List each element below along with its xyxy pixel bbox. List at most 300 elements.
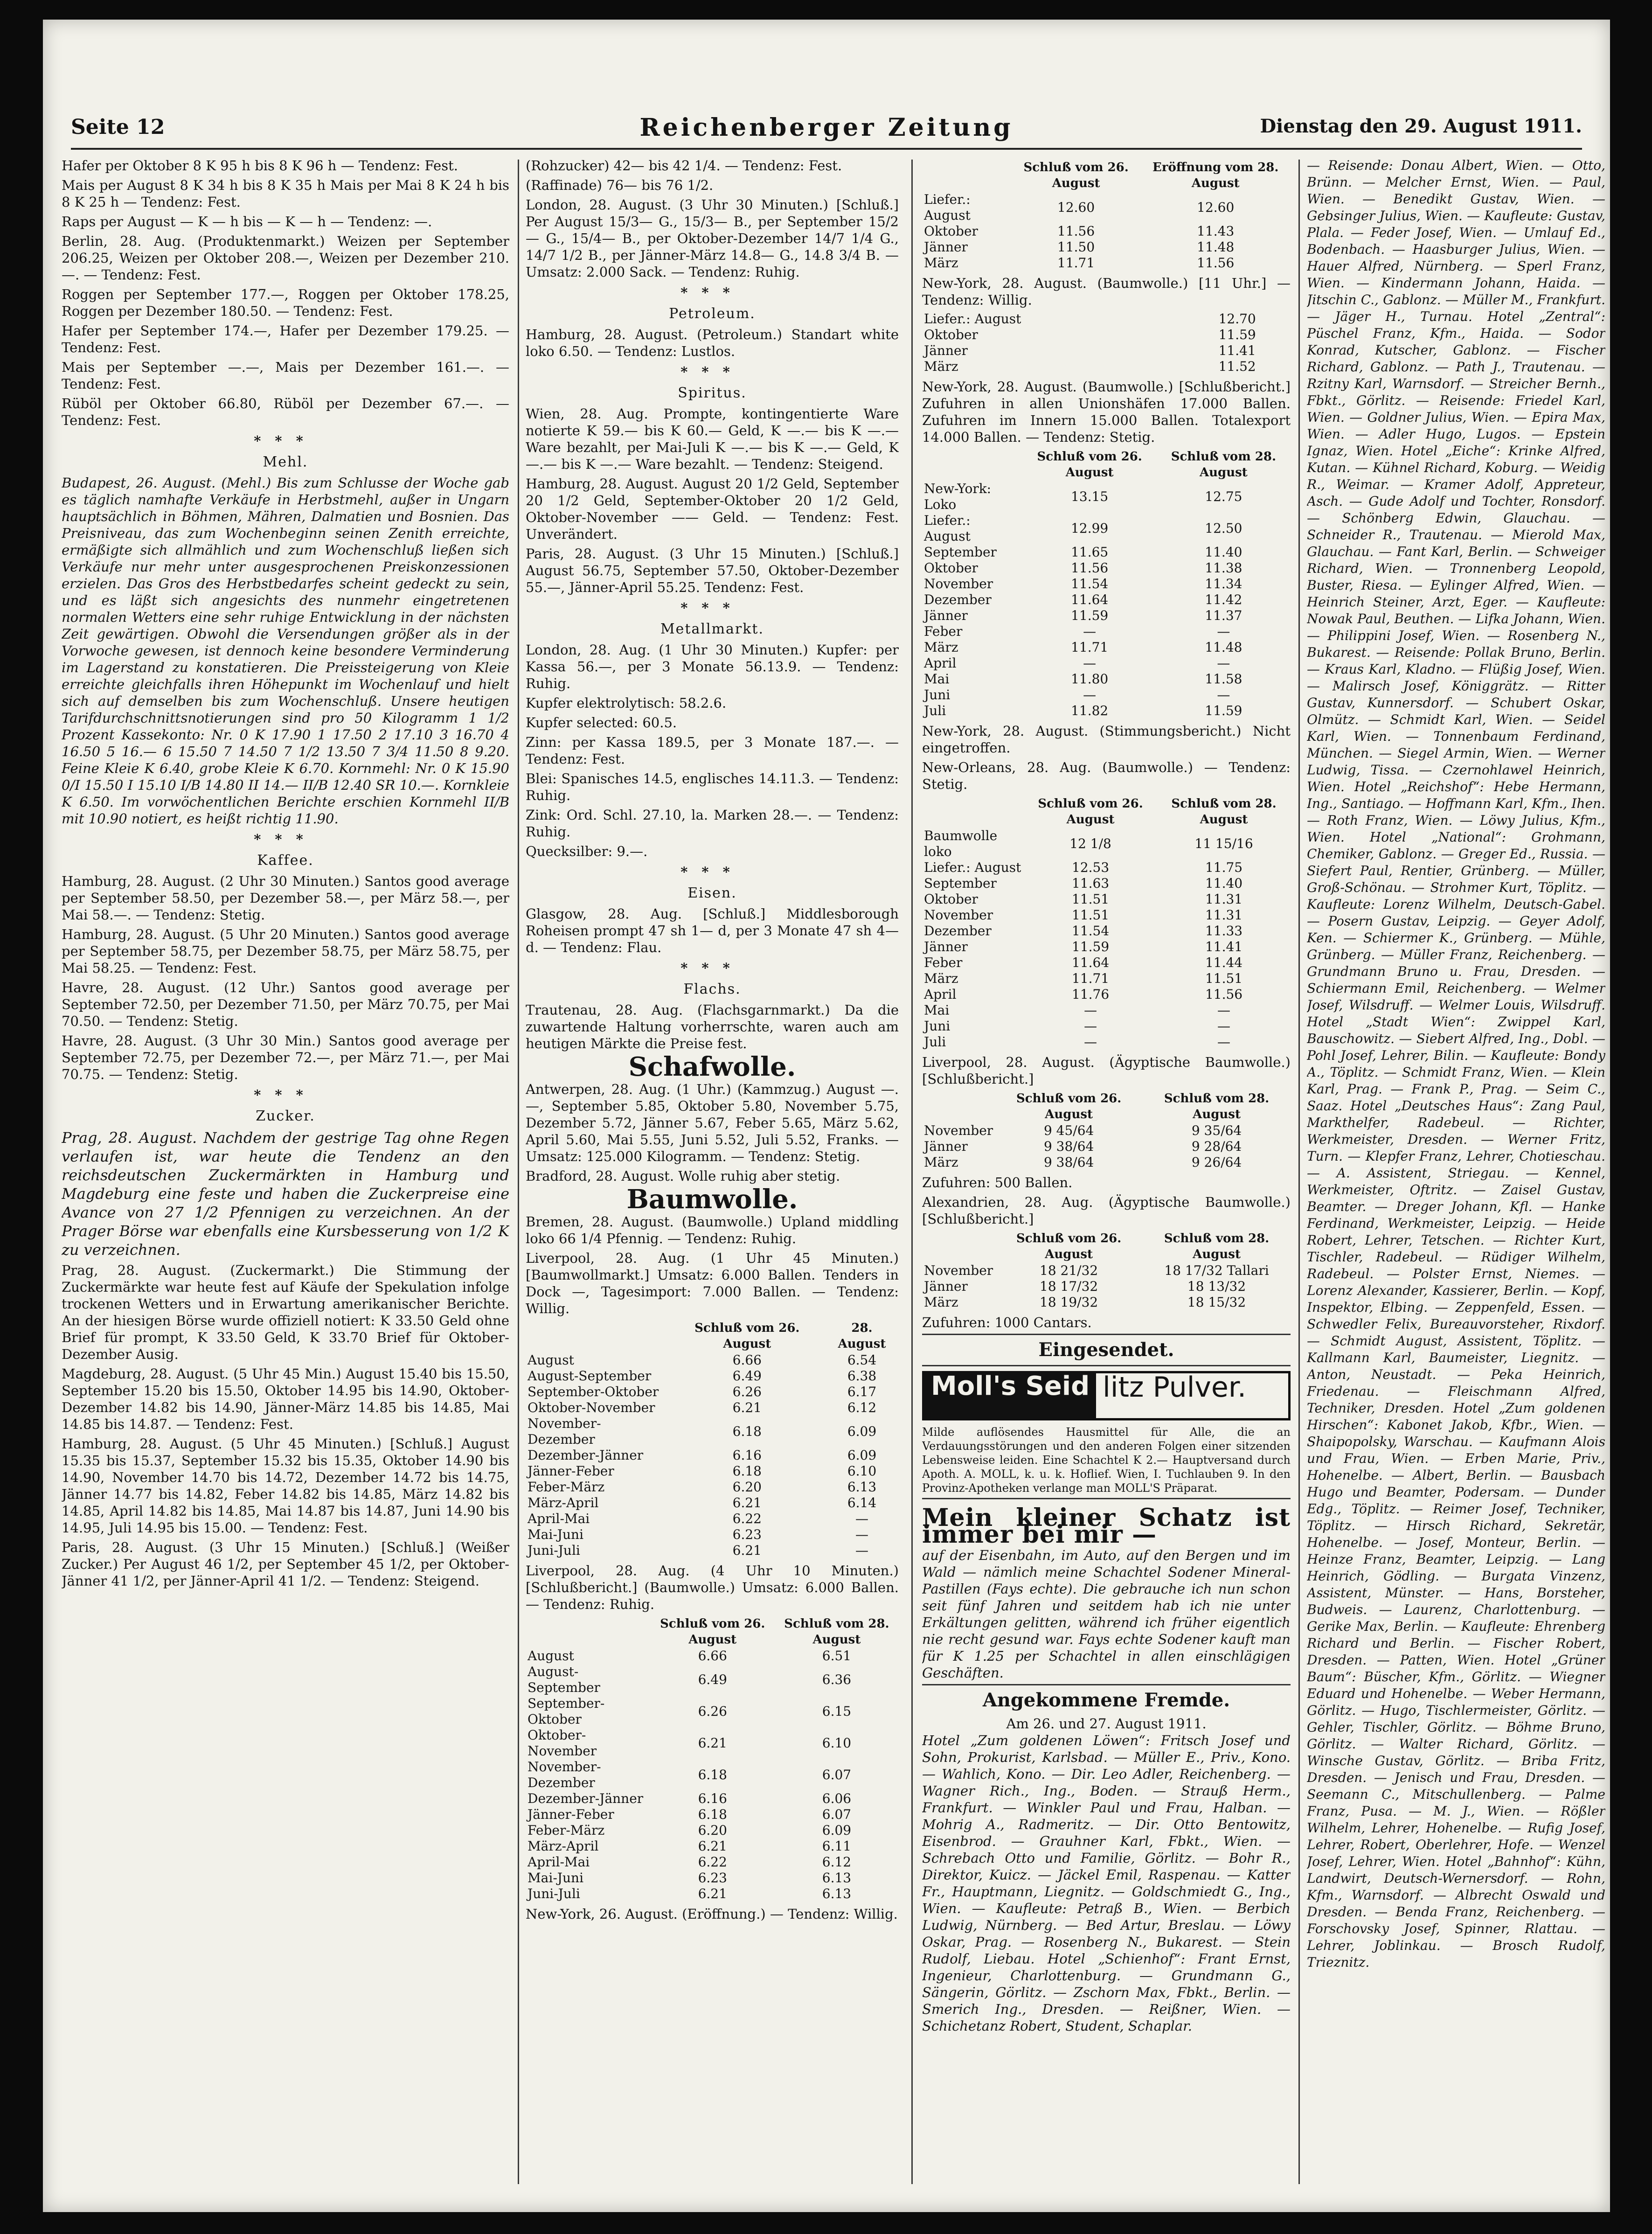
table-cell: 6.36 <box>822 1672 852 1687</box>
iron-quote: Glasgow, 28. Aug. [Schluß.] Middlesborough Roheisen prompt 47 sh 1— d, per 3 Monate 47 sh 4— d. — Tendenz: Flau. <box>526 906 899 955</box>
table-row <box>526 1479 899 1495</box>
table-cell: Oktober <box>924 560 978 576</box>
table-cell: 6.16 <box>698 1791 727 1806</box>
table-cell: 11 15/16 <box>1194 836 1253 851</box>
table-cell: August-September <box>528 1368 652 1384</box>
coffee-quote: Havre, 28. August. (3 Uhr 30 Min.) Santos good average per September 72.75, per Dezember 72.—, per März 71.—, per Mai 70.75. — Tendenz: Stetig. <box>62 1033 509 1082</box>
table-cell: 11.54 <box>1072 923 1110 939</box>
table-row <box>922 513 1291 544</box>
table-cell: 6.13 <box>822 1886 852 1901</box>
table-cell: — <box>1217 624 1230 639</box>
column-header <box>922 1230 995 1263</box>
table-row <box>922 939 1291 955</box>
guest-list: Hotel „Zum goldenen Löwen“: Fritsch Josef und Sohn, Prokurist, Karlsbad. — Müller E., Priv., Kono. — Wahlich, Kono. — Dir. Leo Adler, Reichenberg. — Wagner Rich., Ing., Boden. — Strauß Herm., Frankfurt. — Winkler Paul und Frau, Halban. — Mohrig A., Radmeritz. — Dir. Otto Bentowitz, Eisenbrod. — Grauhner Karl, Fbkt., Wien. — Schrebach Otto und Familie, Görlitz. — Bohr R., Direktor, Kuicz. — Jäckel Emil, Raspenau. — Katter Fr., Hauptmann, Liegnitz. — Goldschmiedt G., Ing., Wien. — Kaufleute: Petraß B., Wien. — Berbich Ludwig, Nürnberg. — Bed Artur, Breslau. — Löwy Oskar, Prag. — Rosenberg N., Bukarest. — Stein Rudolf, Liebau. Hotel „Schienhof“: Frant Ernst, Ingenieur, Charlottenburg. — Grundmann G., Sängerin, Görlitz. — Zschorn Max, Fbkt., Berlin. — Smerich Ing., Dresden. — Reißner, Wien. — Schichetanz Robert, Student, Schaplar. <box>922 1733 1291 2034</box>
ad-brand: Moll's Seid <box>924 1373 1096 1418</box>
section-heading-large: Schafwolle. <box>628 1051 796 1082</box>
column-header <box>922 159 1012 192</box>
table-row <box>526 1791 899 1807</box>
cotton-quote: New-York, 26. August. (Eröffnung.) — Tendenz: Willig. <box>526 1906 898 1922</box>
cotton-quote: New-Orleans, 28. Aug. (Baumwolle.) — Tendenz: Stetig. <box>922 759 1291 792</box>
ad-text: auf der Eisenbahn, im Auto, auf den Bergen und im Wald — nämlich meine Schachtel Sodener Mineral-Pastillen (Fays echte). Die gebrauche ich nun schon seit fünf Jahren und seitdem hab ich nie unter Erkältungen gelitten, während ich früher eigentlich nie recht gesund war. Fays echte Sodener kauft man für K 1.25 per Schachtel in allen einschlägigen Geschäften. <box>922 1547 1291 1681</box>
article-text: Prag, 28. August. Nachdem der gestrige Tag ohne Regen verlaufen ist, war heute die Tendenz an den reichsdeutschen Zuckermärkten in Hamburg und Magdeburg eine feste und haben die Zuckerpreise eine Avance von 27 1/2 Pfennigen zu verzeichnen. An der Prager Börse war ebenfalls eine Kursbesserung von 1/2 K zu verzeichnen. <box>62 1129 509 1259</box>
table-cell: Liefer.: August <box>924 311 1021 327</box>
section-heading: Petroleum. <box>669 306 756 322</box>
table-cell: 11.38 <box>1205 560 1242 576</box>
cotton-quote: Liverpool, 28. Aug. (1 Uhr 45 Minuten.) [Baumwollmarkt.] Umsatz: 6.000 Ballen. Tenders in Dock —, Tagesimport: 7.000 Ballen. — Tendenz: Willig. <box>526 1250 899 1316</box>
table-cell: 6.23 <box>732 1527 762 1542</box>
table-header-row <box>922 795 1291 828</box>
table-cell: 6.11 <box>822 1838 852 1854</box>
table-cell: Juni <box>924 1018 951 1034</box>
sugar-quote: Prag, 28. August. (Zuckermarkt.) Die Stimmung der Zuckermärkte war heute fest auf Käufe der Spekulation infolge trockenen Wetters und in Erwartung amerikanischer Berichte. An der hiesigen Börse wurde offiziell notiert: K 33.50 Geld ohne Brief für prompt, K 33.50 Geld, K 33.70 Brief für Oktober-Dezember Ausig. <box>62 1262 509 1362</box>
table-row <box>922 592 1291 608</box>
table-cell: Mai <box>924 1002 950 1018</box>
spirit-quote: Hamburg, 28. August. August 20 1/2 Geld, September 20 1/2 Geld, September-Oktober 20 1/2 Geld, Oktober-November —— Geld. — Tendenz: Fest. Unverändert. <box>526 476 899 542</box>
column-header: Schluß vom 26. August <box>1038 797 1143 827</box>
table-cell: 6.49 <box>698 1672 727 1687</box>
table-cell: 12.99 <box>1071 521 1109 536</box>
table-cell: 6.26 <box>698 1704 727 1719</box>
table-cell: 6.18 <box>732 1424 762 1439</box>
table-cell: August <box>528 1648 574 1663</box>
table-row <box>526 1495 899 1511</box>
table-cell: November <box>924 907 993 923</box>
section-heading: Angekommene Fremde. <box>982 1689 1230 1711</box>
column-3 <box>922 157 1291 2193</box>
table-cell: 18 13/32 <box>1187 1279 1246 1294</box>
table-cell: November <box>924 1123 993 1138</box>
table-row <box>922 891 1291 907</box>
page-header <box>71 111 1582 150</box>
section-heading: Zucker. <box>256 1108 315 1124</box>
table-cell: 9 26/64 <box>1191 1155 1242 1170</box>
column-header <box>922 1090 995 1123</box>
table-cell: 11.71 <box>1071 640 1109 655</box>
column-header: Schluß vom 28. August <box>1164 1092 1270 1121</box>
table-cell: 6.22 <box>698 1854 727 1870</box>
grain-quote: Mais per August 8 K 34 h bis 8 K 35 h Mais per Mai 8 K 24 h bis 8 K 25 h — Tendenz: Fest. <box>62 177 509 210</box>
column-header <box>922 795 1024 828</box>
table-cell: — <box>1083 687 1097 703</box>
metal-quote: Kupfer elektrolytisch: 58.2.6. <box>526 695 727 711</box>
column-header <box>526 1320 669 1352</box>
table-cell: 6.12 <box>822 1854 852 1870</box>
table-cell: 6.20 <box>698 1823 727 1838</box>
table-cell: 11.41 <box>1218 343 1256 358</box>
table-row <box>526 1886 899 1902</box>
sugar-quote: Magdeburg, 28. August. (5 Uhr 45 Min.) August 15.40 bis 15.50, September 15.20 bis 15.50, Oktober 14.95 bis 14.90, Oktober-Dezember 14.82 bis 14.90, Jänner-März 14.85 bis 14.85, Mai 14.85 bis 14.87. — Tendenz: Fest. <box>62 1366 509 1432</box>
table-row <box>922 560 1291 576</box>
table-cell: — <box>1217 1034 1231 1050</box>
table-header-row <box>922 1090 1291 1123</box>
wool-quote: Antwerpen, 28. Aug. (1 Uhr.) (Kammzug.) August —.—, September 5.85, Oktober 5.80, November 5.75, Dezember 5.72, Jänner 5.67, Feber 5.65, März 5.62, April 5.60, Mai 5.55, Juni 5.52, Juli 5.52, Franks. — Umsatz: 125.000 Kilogramm. — Tendenz: Stetig. <box>526 1081 899 1164</box>
table-header-row <box>526 1320 899 1352</box>
table-cell: 6.21 <box>732 1400 762 1415</box>
section-separator: *** <box>254 433 317 449</box>
table-cell: 6.21 <box>732 1495 762 1510</box>
table-cell: 9 38/64 <box>1043 1155 1094 1170</box>
grain-quote: Mais per September —.—, Mais per Dezember 161.—. — Tendenz: Fest. <box>62 359 509 392</box>
table-cell: November-Dezember <box>528 1759 601 1790</box>
table-cell: New-York: Loko <box>924 481 992 512</box>
table-cell: 6.18 <box>698 1807 727 1822</box>
column-rule <box>1298 160 1300 2184</box>
table-cell: 11.71 <box>1057 255 1095 271</box>
table-cell: 11.43 <box>1197 223 1235 239</box>
table-cell: 11.33 <box>1205 923 1243 939</box>
grain-quote: Hafer per September 174.—, Hafer per Dezember 179.25. — Tendenz: Fest. <box>62 323 509 355</box>
table-cell: 18 15/32 <box>1187 1294 1246 1310</box>
quote-table <box>922 311 1291 375</box>
table-cell: Juni-Juli <box>528 1543 580 1558</box>
table-cell: April-Mai <box>528 1511 590 1526</box>
metal-quote: Kupfer selected: 60.5. <box>526 715 677 731</box>
table-row <box>922 192 1291 223</box>
table-cell: 9 35/64 <box>1191 1123 1242 1138</box>
metal-quote: Blei: Spanisches 14.5, englisches 14.11.3. — Tendenz: Ruhig. <box>526 771 899 803</box>
table-cell: Feber <box>924 624 963 639</box>
table-cell: 6.09 <box>847 1448 877 1463</box>
table-cell: 18 21/32 <box>1040 1263 1098 1278</box>
cotton-quote: New-York, 28. August. (Baumwolle.) [Schlußbericht.] Zufuhren in allen Unionshäfen 17.000 Ballen. Zufuhren im Innern 15.000 Ballen. Totalexport 14.000 Ballen. — Tendenz: Stetig. <box>922 379 1291 445</box>
table-row <box>922 624 1291 640</box>
table-cell: Dezember-Jänner <box>528 1791 644 1806</box>
table-cell: Juni-Juli <box>528 1886 580 1901</box>
table-cell: 6.17 <box>847 1384 877 1399</box>
table-cell: 6.22 <box>732 1511 762 1526</box>
table-cell: April <box>924 987 957 1002</box>
table-cell: November <box>924 576 993 592</box>
table-cell: — <box>855 1511 868 1526</box>
cotton-quote: Liverpool, 28. August. (Ägyptische Baumwolle.) [Schlußbericht.] <box>922 1054 1291 1087</box>
ad-text: Milde auflösendes Hausmittel für Alle, die an Verdauungsstörungen und den anderen Folgen einer sitzenden Lebensweise leiden. Eine Schachtel K 2.— Hauptversand durch Apoth. A. MOLL, k. u. k. Hoflief. Wien, I. Tuchlauben 9. In den Provinz-Apotheken verlange man MOLL'S Präparat. <box>922 1426 1291 1495</box>
table-cell: 6.18 <box>698 1767 727 1782</box>
table-cell: 6.21 <box>698 1735 727 1751</box>
table-row <box>922 1123 1291 1139</box>
table-row <box>526 1854 899 1870</box>
table-cell: Juli <box>924 1034 946 1050</box>
column-2 <box>526 157 899 2193</box>
table-cell: 6.54 <box>847 1352 877 1368</box>
table-cell: 11.56 <box>1197 255 1235 271</box>
table-cell: 6.21 <box>698 1886 727 1901</box>
page-number: Seite 12 <box>71 115 165 139</box>
table-cell: 12 1/8 <box>1069 836 1111 851</box>
table-cell: 9 38/64 <box>1043 1139 1094 1154</box>
quote-table <box>922 795 1291 1050</box>
table-row <box>922 828 1291 860</box>
cotton-quote: New-York, 28. August. (Stimmungsbericht.) Nicht eingetroffen. <box>922 723 1291 756</box>
table-cell: 6.16 <box>732 1448 762 1463</box>
table-cell: 11.42 <box>1205 592 1242 607</box>
column-header: Eröffnung vom 28. August <box>1152 160 1279 190</box>
table-cell: Mai-Juni <box>528 1870 584 1886</box>
table-cell: März <box>924 255 958 271</box>
table-cell: — <box>1084 1002 1097 1018</box>
table-cell: 11.59 <box>1072 939 1110 954</box>
table-row <box>922 1263 1291 1279</box>
table-cell: März-April <box>528 1838 599 1854</box>
table-cell: 11.31 <box>1205 891 1243 907</box>
table-cell: 11.51 <box>1072 907 1110 923</box>
table-cell: — <box>855 1527 868 1542</box>
table-cell: 11.75 <box>1205 860 1243 875</box>
table-cell: 6.10 <box>847 1463 877 1479</box>
table-cell: — <box>1217 655 1230 671</box>
section-separator: *** <box>680 600 744 616</box>
grain-quote: Raps per August — K — h bis — K — h — Tendenz: —. <box>62 214 432 230</box>
table-cell: 11.52 <box>1218 359 1256 374</box>
coffee-quote: Hamburg, 28. August. (2 Uhr 30 Minuten.) Santos good average per September 58.50, per Dezember 58.—, per März 58.—, per Mai 58.—. — Tendenz: Stetig. <box>62 873 509 923</box>
table-row <box>922 955 1291 971</box>
table-cell: Dezember <box>924 592 992 607</box>
table-row <box>922 640 1291 655</box>
divider <box>922 1498 1291 1499</box>
table-cell: August-September <box>528 1664 600 1695</box>
table-cell: 11.56 <box>1071 560 1109 576</box>
table-row <box>922 907 1291 923</box>
table-cell: 9 45/64 <box>1043 1123 1094 1138</box>
table-cell: 6.15 <box>822 1704 852 1719</box>
section-heading: Metallmarkt. <box>660 621 764 637</box>
table-row <box>526 1448 899 1463</box>
table-row <box>922 687 1291 703</box>
flax-quote: Trautenau, 28. Aug. (Flachsgarnmarkt.) Da die zuwartende Haltung vorherrschte, waren auch am heutigen Märkte die Preise fest. <box>526 1002 899 1051</box>
column-header: Schluß vom 28. August <box>784 1617 889 1647</box>
guest-list: — Reisende: Donau Albert, Wien. — Otto, Brünn. — Melcher Ernst, Wien. — Paul, Wien. — Benedikt Gustav, Wien. — Gebsinger Julius, Wien. — Kaufleute: Gustav, Plala. — Feder Josef, Wien. — Umlauf Ed., Bodenbach. — Haasburger Julius, Wien. — Hauer Alfred, Nürnberg. — Sperl Franz, Wien. — Kindermann Johann, Haida. — Jitschin C., Gablonz. — Müller M., Frankfurt. — Jäger H., Turnau. Hotel „Zentral“: Püschel Franz, Kfm., Haida. — Sodor Konrad, Kutscher, Gablonz. — Fischer Richard, Gablonz. — Path J., Trautenau. — Rzitny Karl, Warnsdorf. — Streicher Bernh., Fbkt., Görlitz. — Reisende: Friedel Karl, Wien. — Goldner Julius, Wien. — Epira Max, Wien. — Adler Hugo, Lugos. — Epstein Ignaz, Wien. Hotel „Eiche“: Krinke Alfred, Kutan. — Kühnel Richard, Koburg. — Weidig R., Weimar. — Kramer Adolf, Appreteur, Asch. — Gude Adolf und Tochter, Ronsdorf. — Schönberg Edwin, Glauchau. — Schneider R., Trautenau. — Mierold Max, Glauchau. — Fant Karl, Berlin. — Schweiger Richard, Wien. — Tronnenberg Leopold, Buster, Riesa. — Eylinger Alfred, Wien. — Heinrich Steiner, Arzt, Eger. — Kaufleute: Nowak Paul, Beuthen. — Lifka Johann, Wien. — Philippini Josef, Wien. — Rosenberg N., Bukarest. — Reisende: Pollak Bruno, Berlin. — Kraus Karl, Kladno. — Flüßig Josef, Wien. — Malirsch Josef, Königgrätz. — Ritter Gustav, Kunnersdorf. — Schubert Oskar, Olmütz. — Schmidt Karl, Wien. — Seidel Karl, Wien. — Tonnenbaum Ferdinand, München. — Siegel Armin, Wien. — Werner Ludwig, Tissa. — Czernohlawel Heinrich, Wien. Hotel „Reichshof“: Hebe Hermann, Ing., Santiago. — Hoffmann Karl, Kfm., Ihen. — Roth Franz, Wien. — Löwy Julius, Kfm., Wien. Hotel „National“: Grohmann, Chemiker, Gablonz. — Greger Ed., Russia. — Siefert Paul, Rentier, Grünberg. — Müller, Groß-Schönau. — Strohmer Kurt, Töplitz. — Kaufleute: Lorenz Wilhelm, Deutsch-Gabel. — Posern Gustav, Leipzig. — Geyer Adolf, Ken. — Schiermer K., Grünberg. — Mühle, Grünberg. — Müller Franz, Reichenberg. — Grundmann Bruno u. Frau, Dresden. — Schiermann Emil, Reichenberg. — Welmer Josef, Wilsdruff. — Welmer Louis, Wilsdruff. Hotel „Stadt Wien“: Zwippel Karl, Bauschowitz. — Siebert Alfred, Ing., Dobl. — Pohl Josef, Lehrer, Bilin. — Kaufleute: Bondy A., Töplitz. — Schmidt Franz, Wien. — Klein Karl, Prag. — Frank P., Prag. — Seim C., Saaz. Hotel „Deutsches Haus“: Zang Paul, Markthelfer, Radebeul. — Richter, Werkmeister, Dresden. — Werner Fritz, Turn. — Klepfer Franz, Lehrer, Chotieschau. — A. Assistent, Striegau. — Kennel, Werkmeister, Oftritz. — Zaisel Gustav, Beamter. — Dreger Johann, Kfl. — Hanke Ferdinand, Werkmeister, Leipzig. — Heide Robert, Lehrer, Tetschen. — Richter Kurt, Tischler, Radebeul. — Rüdiger Wilhelm, Radebeul. — Polster Ernst, Niemes. — Lorenz Alexander, Kassierer, Berlin. — Kopf, Inspektor, Elbing. — Zeppenfeld, Essen. — Schwedler Felix, Bureauvorsteher, Rixdorf. — Schmidt August, Assistent, Töplitz. — Kallmann Karl, Baumeister, Liegnitz. — Anton, Neustadt. — Peka Heinrich, Friedenau. — Fleischmann Alfred, Techniker, Dresden. Hotel „Zum goldenen Hirschen“: Kabonet Jakob, Kfbr., Wien. — Shaipopolsky, Warschau. — Kaufmann Alois und Frau, Wien. — Erben Marie, Priv., Hohenelbe. — Albert, Berlin. — Bausbach Hugo und Beamter, Podersam. — Dunder Edg., Töplitz. — Reimer Josef, Techniker, Töplitz. — Hirsch Richard, Sekretär, Hohenelbe. — Josef, Monteur, Berlin. — Heinze Franz, Beamter, Leipzig. — Lang Heinrich, Gödling. — Burgata Vinzenz, Assistent, Münster. — Hans, Borsteher, Budweis. — Laurenz, Charlottenburg. — Gerike Max, Berlin. — Kaufleute: Ehrenberg Richard und Berlin. — Fischer Robert, Dresden. — Patten, Wien. Hotel „Grüner Baum“: Büscher, Kfm., Görlitz. — Wiegner Eduard und Hohenelbe. — Weber Hermann, Görlitz. — Hugo, Tischlermeister, Görlitz. — Gehler, Tischler, Görlitz. — Böhme Bruno, Görlitz. — Walter Richard, Görlitz. — Winsche Gustav, Görlitz. — Briba Fritz, Dresden. — Jenisch und Frau, Dresden. — Seemann C., Mitschullenberg. — Palme Franz, Pusa. — M. J., Wien. — Rößler Wilhelm, Lehrer, Hohenelbe. — Rufig Josef, Lehrer, Robert, Oberlehrer, Hofe. — Wenzel Josef, Lehrer, Wien. Hotel „Bahnhof“: Kühn, Landwirt, Deutsch-Wernersdorf. — Rohn, Kfm., Warnsdorf. — Albrecht Oswald und Dresden. — Benda Franz, Reichenberg. — Forschovsky Josef, Spinner, Rlattau. — Lehrer, Joblinkau. — Brosch Rudolf, Trieznitz. <box>1307 158 1605 1970</box>
table-cell: 12.75 <box>1205 489 1242 504</box>
table-cell: 6.10 <box>822 1735 852 1751</box>
table-cell: 11.63 <box>1072 876 1110 891</box>
quote-table <box>922 448 1291 719</box>
section-separator: *** <box>254 831 317 847</box>
table-row <box>526 1838 899 1854</box>
column-4 <box>1307 157 1605 2193</box>
table-cell: — <box>1217 687 1230 703</box>
table-cell: August <box>528 1352 574 1368</box>
table-cell: 6.66 <box>732 1352 762 1368</box>
table-cell: 6.21 <box>698 1838 727 1854</box>
table-cell: — <box>1083 624 1097 639</box>
table-cell: 6.18 <box>732 1463 762 1479</box>
table-row <box>922 860 1291 876</box>
column-rule <box>518 160 519 2184</box>
quote-table <box>526 1320 899 1559</box>
table-header-row <box>526 1615 899 1648</box>
table-cell: 11.76 <box>1072 987 1110 1002</box>
table-cell: 11.41 <box>1205 939 1243 954</box>
table-row <box>922 327 1291 343</box>
divider <box>922 1365 1291 1366</box>
ad-headline: Mein kleiner Schatz ist immer bei mir — <box>922 1503 1291 1549</box>
cotton-quote: Alexandrien, 28. Aug. (Ägyptische Baumwolle.) [Schlußbericht.] <box>922 1194 1291 1227</box>
table-cell: Jänner-Feber <box>528 1807 614 1822</box>
cotton-quote: New-York, 28. August. (Baumwolle.) [11 Uhr.] — Tendenz: Willig. <box>922 275 1291 308</box>
table-cell: Jänner <box>924 939 968 954</box>
table-row <box>526 1823 899 1838</box>
table-cell: September <box>924 876 997 891</box>
column-header <box>922 448 1023 481</box>
table-row <box>922 343 1291 359</box>
table-cell: 6.13 <box>847 1479 877 1495</box>
table-cell: 9 28/64 <box>1191 1139 1242 1154</box>
table-row <box>526 1664 899 1696</box>
table-row <box>922 255 1291 271</box>
table-cell: Feber-März <box>528 1479 605 1495</box>
table-cell: Jänner <box>924 1139 968 1154</box>
table-row <box>526 1759 899 1791</box>
table-cell: November <box>924 1263 993 1278</box>
table-cell: März <box>924 1294 958 1310</box>
table-cell: Jänner-Feber <box>528 1463 614 1479</box>
petroleum-quote: Hamburg, 28. August. (Petroleum.) Standart white loko 6.50. — Tendenz: Lustlos. <box>526 327 899 359</box>
column-header: Schluß vom 28. August <box>1171 797 1277 827</box>
table-row <box>526 1400 899 1416</box>
table-cell: 6.13 <box>822 1870 852 1886</box>
table-cell: Jänner <box>924 343 968 358</box>
table-cell: 12.70 <box>1218 311 1256 327</box>
table-row <box>922 311 1291 327</box>
sugar-quote: (Raffinade) 76— bis 76 1/2. <box>526 177 714 193</box>
column-header: Schluß vom 26. August <box>1016 1232 1122 1261</box>
table-row <box>922 1294 1291 1310</box>
table-row <box>526 1511 899 1527</box>
table-cell: 11.44 <box>1205 955 1243 970</box>
table-row <box>922 1139 1291 1155</box>
table-cell: — <box>1217 1002 1231 1018</box>
table-cell: 11.40 <box>1205 876 1243 891</box>
grain-quote: Berlin, 28. Aug. (Produktenmarkt.) Weizen per September 206.25, Weizen per Oktober 208.—, Weizen per Dezember 210.—. — Tendenz: Fest. <box>62 233 509 283</box>
ad-product: litz Pulver. <box>1103 1371 1247 1404</box>
table-cell: 11.71 <box>1072 971 1110 986</box>
table-cell: April <box>924 655 957 671</box>
table-cell: Juni <box>924 687 951 703</box>
quote-table <box>922 1230 1291 1310</box>
table-row <box>922 359 1291 375</box>
table-cell: 11.65 <box>1071 544 1109 560</box>
table-cell: 6.38 <box>847 1368 877 1384</box>
table-cell: Oktober-November <box>528 1727 597 1759</box>
column-header: Schluß vom 26. August <box>1023 160 1129 190</box>
table-cell: Jänner <box>924 239 968 255</box>
section-heading: Eingesendet. <box>1038 1339 1174 1361</box>
newspaper-page <box>43 20 1610 2212</box>
table-cell: September-Oktober <box>528 1384 659 1399</box>
column-header: Schluß vom 26. August <box>694 1321 800 1351</box>
table-cell: Dezember-Jänner <box>528 1448 644 1463</box>
table-cell: 6.09 <box>847 1424 877 1439</box>
table-row <box>526 1648 899 1664</box>
section-heading: Spiritus. <box>678 385 747 401</box>
table-cell: November-Dezember <box>528 1416 601 1447</box>
column-header: Schluß vom 28. August <box>1164 1232 1270 1261</box>
table-cell: Jänner <box>924 608 968 623</box>
table-cell: — <box>1084 1034 1097 1050</box>
table-cell: 18 17/32 Tallari <box>1164 1263 1269 1278</box>
table-row <box>922 1034 1291 1050</box>
table-row <box>922 576 1291 592</box>
table-cell: 11.82 <box>1071 703 1109 718</box>
table-cell: 11.56 <box>1057 223 1095 239</box>
table-row <box>922 655 1291 671</box>
table-cell: September <box>924 544 997 560</box>
table-cell: Oktober <box>924 327 978 342</box>
table-row <box>922 923 1291 939</box>
table-cell: 11.58 <box>1205 671 1242 687</box>
table-row <box>526 1352 899 1368</box>
table-cell: 6.49 <box>732 1368 762 1384</box>
table-cell: 6.26 <box>732 1384 762 1399</box>
cotton-quote: Bremen, 28. August. (Baumwolle.) Upland middling loko 66 1/4 Pfennig. — Tendenz: Ruhig. <box>526 1214 899 1246</box>
table-cell: Mai <box>924 671 950 687</box>
section-separator: *** <box>680 364 744 380</box>
section-separator: *** <box>680 960 744 976</box>
table-row <box>526 1463 899 1479</box>
table-header-row <box>922 448 1291 481</box>
table-cell: 11.54 <box>1071 576 1109 592</box>
table-cell: Feber-März <box>528 1823 605 1838</box>
table-cell: 6.20 <box>732 1479 762 1495</box>
table-row <box>922 971 1291 987</box>
column-rule <box>911 160 913 2184</box>
table-row <box>922 703 1291 719</box>
table-cell: 6.21 <box>732 1543 762 1558</box>
table-cell: 12.60 <box>1197 200 1235 215</box>
table-cell: Oktober <box>924 223 978 239</box>
cotton-quote: Zufuhren: 1000 Cantars. <box>922 1315 1092 1330</box>
table-cell: 6.51 <box>822 1648 852 1663</box>
section-separator: *** <box>254 1087 317 1103</box>
table-cell: 11.40 <box>1205 544 1242 560</box>
divider <box>922 1684 1291 1685</box>
table-cell: März-April <box>528 1495 599 1510</box>
table-cell: März <box>924 640 958 655</box>
table-row <box>922 1002 1291 1018</box>
table-row <box>526 1696 899 1727</box>
section-heading: Flachs. <box>683 981 741 997</box>
table-cell: 6.07 <box>822 1807 852 1822</box>
table-cell: September-Oktober <box>528 1696 605 1727</box>
metal-quote: Zink: Ord. Schl. 27.10, la. Marken 28.—. — Tendenz: Ruhig. <box>526 807 899 840</box>
table-cell: — <box>1084 1018 1097 1034</box>
sugar-quote: London, 28. August. (3 Uhr 30 Minuten.) [Schluß.] Per August 15/3— G., 15/3— B., per September 15/2— G., 15/4— B., per Oktober-Dezember 14/7 1/4 G., 14/7 1/2 B., per Jänner-März 14.8— G., 14.8 3/4 B. — Umsatz: 2.000 Sack. — Tendenz: Ruhig. <box>526 197 899 280</box>
table-cell: — <box>1083 655 1097 671</box>
sugar-quote: Paris, 28. August. (3 Uhr 15 Minuten.) [Schluß.] (Weißer Zucker.) Per August 46 1/2, per September 45 1/2, per Oktober-Jänner 41 1/2, per Jänner-April 41 1/2. — Tendenz: Steigend. <box>62 1539 509 1589</box>
sugar-quote: Hamburg, 28. August. (5 Uhr 45 Minuten.) [Schluß.] August 15.35 bis 15.37, September 15.32 bis 15.35, Oktober 14.90 bis 14.90, November 14.70 bis 14.72, Dezember 14.72 bis 14.75, Jänner 14.77 bis 14.82, Feber 14.82 bis 14.85, März 14.82 bis 14.85, April 14.82 bis 14.85, Mai 14.87 bis 14.87, Juni 14.90 bis 14.95, Juli 14.95 bis 15.00. — Tendenz: Fest. <box>62 1436 509 1536</box>
section-date: Am 26. und 27. August 1911. <box>1006 1716 1207 1732</box>
grain-quote: Hafer per Oktober 8 K 95 h bis 8 K 96 h — Tendenz: Fest. <box>62 158 458 174</box>
table-cell: Juli <box>924 703 946 718</box>
section-heading: Mehl. <box>263 454 308 470</box>
table-row <box>526 1527 899 1543</box>
metal-quote: Zinn: per Kassa 189.5, per 3 Monate 187.—. — Tendenz: Fest. <box>526 734 899 767</box>
table-row <box>922 239 1291 255</box>
spirit-quote: Paris, 28. August. (3 Uhr 15 Minuten.) [Schluß.] August 56.75, September 57.50, Oktober-Dezember 55.—, Jänner-April 55.25. Tendenz: Fest. <box>526 546 899 595</box>
table-cell: 18 17/32 <box>1040 1279 1098 1294</box>
table-cell: Liefer.: August <box>924 860 1021 875</box>
column-header: Schluß vom 26. August <box>660 1617 765 1647</box>
grain-quote: Roggen per September 177.—, Roggen per Oktober 178.25, Roggen per Dezember 180.50. — Tendenz: Fest. <box>62 286 509 319</box>
table-row <box>526 1543 899 1559</box>
grain-quote: Rüböl per Oktober 66.80, Rüböl per Dezember 67.—. — Tendenz: Fest. <box>62 396 509 428</box>
coffee-quote: Hamburg, 28. August. (5 Uhr 20 Minuten.) Santos good average per September 58.75, per Dezember 58.75, per März 58.75, per Mai 58.25. — Tendenz: Fest. <box>62 926 509 976</box>
table-cell: 6.09 <box>822 1823 852 1838</box>
table-cell: Dezember <box>924 923 992 939</box>
table-row <box>922 544 1291 560</box>
table-cell: 11.51 <box>1072 891 1110 907</box>
table-cell: 11.59 <box>1218 327 1256 342</box>
spirit-quote: Wien, 28. Aug. Prompte, kontingentierte Ware notierte K 59.— bis K 60.— Geld, K —.— bis K —.— Ware bezahlt, per Mai-Juli K —.— bis K —.— Geld, K —.— bis K —.— Ware bezahlt. — Tendenz: Steigend. <box>526 406 899 472</box>
